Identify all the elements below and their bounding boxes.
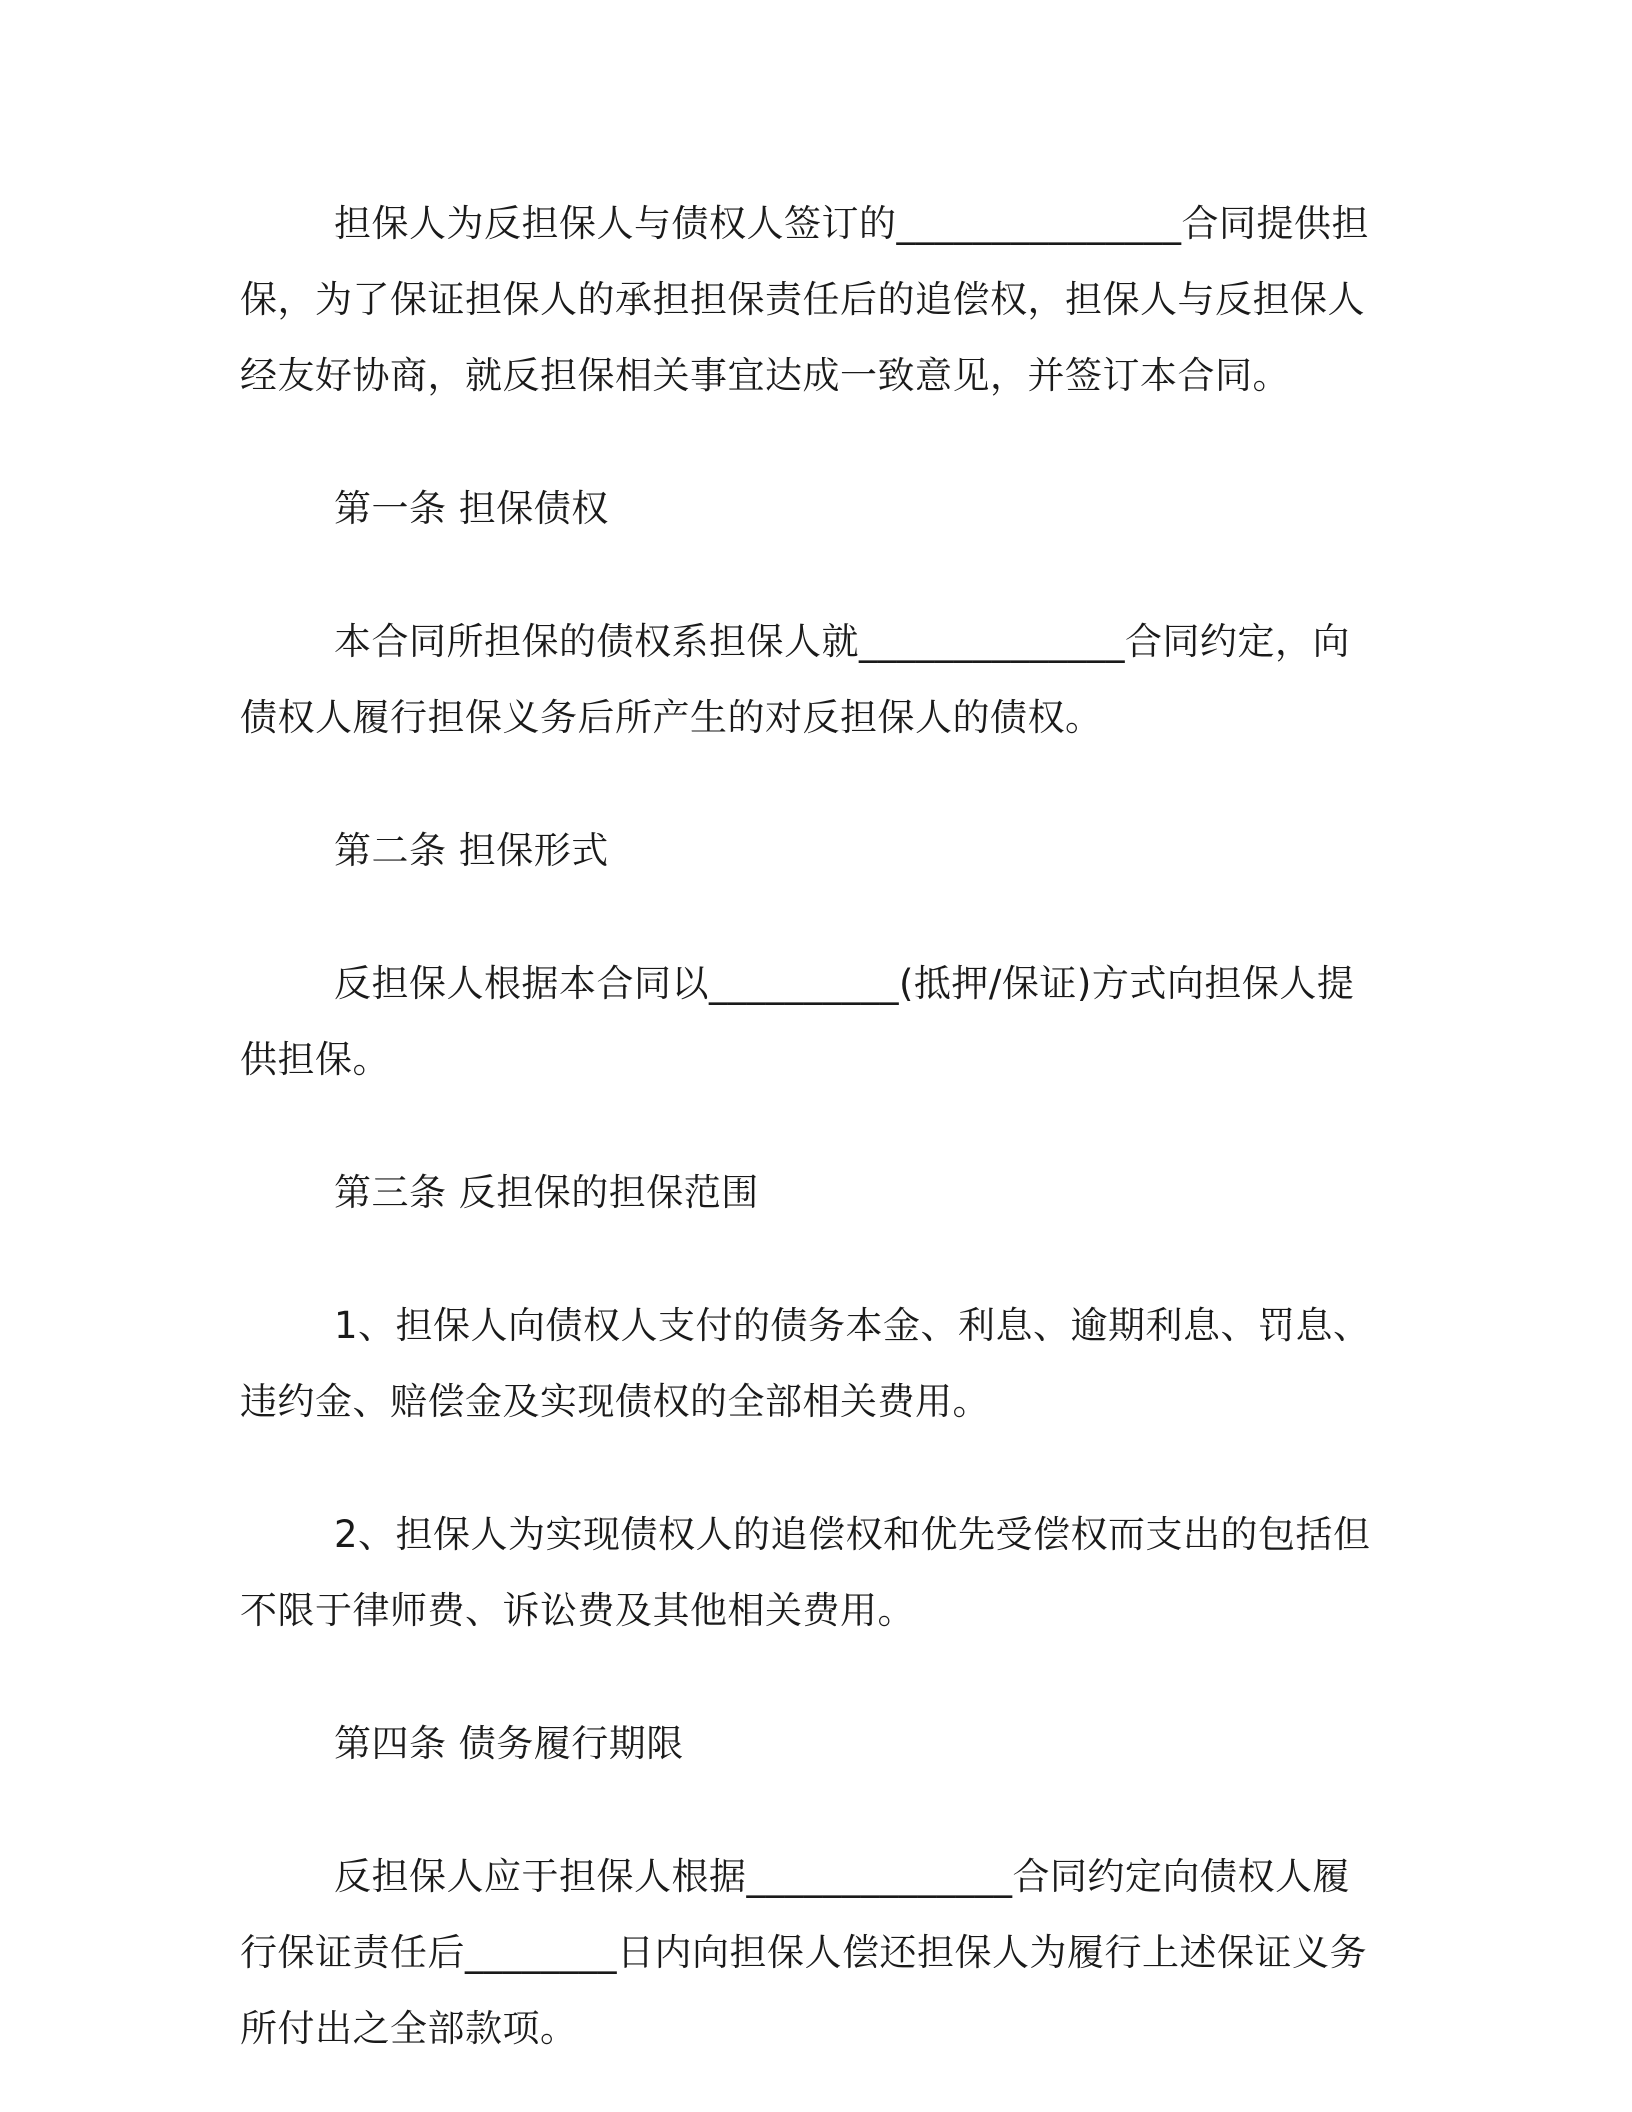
intro-paragraph: 担保人为反担保人与债权人签订的_______________合同提供担保，为了保证担保人的承担担保责任后的追偿权，担保人与反担保人经友好协商，就反担保相关事宜达成一致意见，并签订本合同。 xyxy=(240,202,1369,397)
article-3-item-2: 2、担保人为实现债权人的追偿权和优先受偿权而支出的包括但不限于律师费、诉讼费及其他相关费用。 xyxy=(240,1513,1371,1632)
article-4-title: 第四条 债务履行期限 xyxy=(334,1722,684,1765)
article-3-item-1: 1、担保人向债权人支付的债务本金、利息、逾期利息、罚息、违约金、赔偿金及实现债权的全部相关费用。 xyxy=(240,1304,1371,1423)
article-1-body: 本合同所担保的债权系担保人就______________合同约定，向债权人履行担保义务后所产生的对反担保人的债权。 xyxy=(240,620,1350,739)
document-body xyxy=(240,186,1380,2067)
article-3-title: 第三条 反担保的担保范围 xyxy=(334,1171,759,1214)
article-2-title: 第二条 担保形式 xyxy=(334,829,609,872)
article-4-body: 反担保人应于担保人根据______________合同约定向债权人履行保证责任后________日内向担保人偿还担保人为履行上述保证义务所付出之全部款项。 xyxy=(240,1855,1367,2050)
article-2-body: 反担保人根据本合同以__________(抵押/保证)方式向担保人提供担保。 xyxy=(240,962,1355,1081)
article-1-title: 第一条 担保债权 xyxy=(334,487,609,530)
